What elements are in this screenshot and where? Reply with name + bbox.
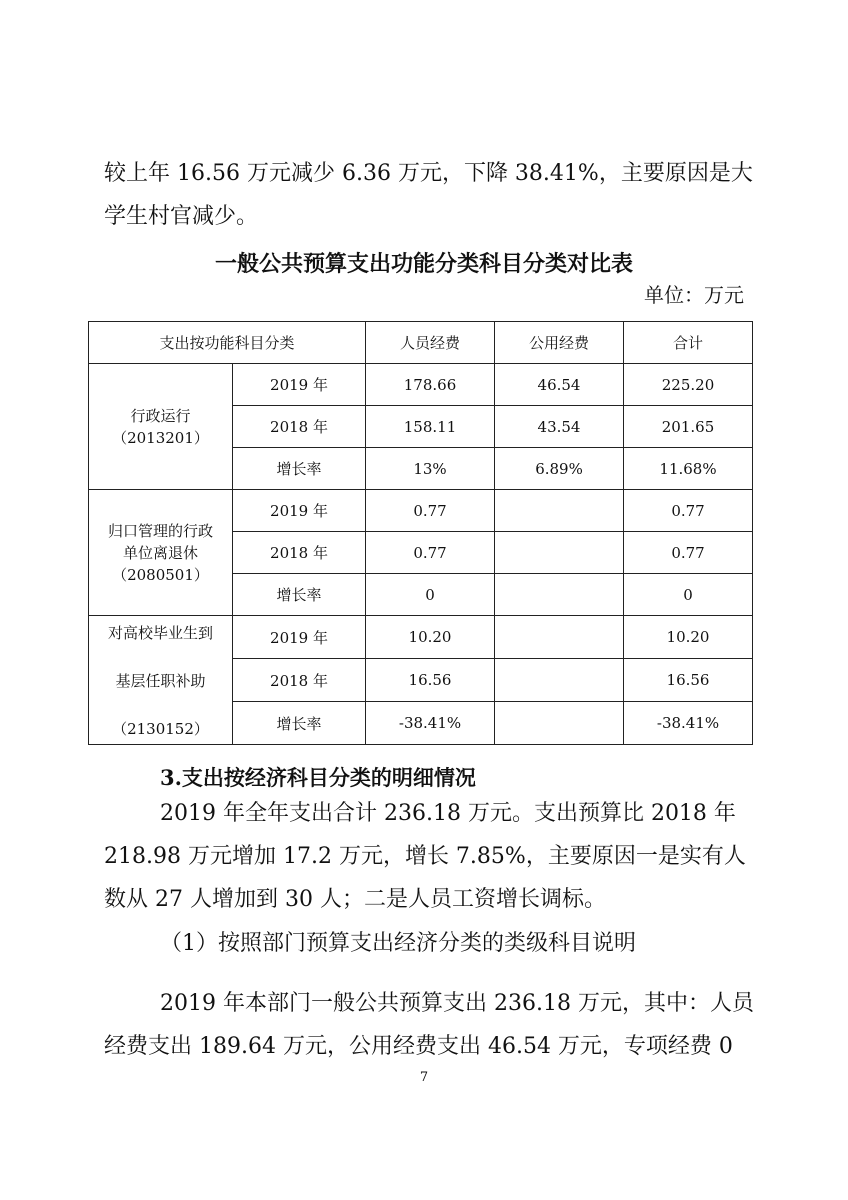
personnel-cell: -38.41%: [366, 702, 495, 745]
category-name-line-2: 单位离退休: [122, 543, 198, 562]
table-header-row: [89, 322, 753, 364]
header-category: 支出按功能科目分类: [89, 322, 366, 364]
paragraph-line-5: 经费支出 189.64 万元，公用经费支出 46.54 万元，专项经费 0: [104, 1034, 733, 1059]
personnel-cell: 178.66: [366, 364, 495, 406]
intro-line-1: 较上年 16.56 万元减少 6.36 万元，下降 38.41%，主要原因是大: [104, 161, 753, 186]
public-cell: [495, 702, 624, 745]
public-cell: 46.54: [495, 364, 624, 406]
sub-heading: （1）按照部门预算支出经济分类的类级科目说明: [160, 931, 636, 956]
public-cell: 6.89%: [495, 448, 624, 490]
paragraph-line-3: 数从 27 人增加到 30 人；二是人员工资增长调标。: [104, 887, 606, 912]
category-name: 行政运行: [130, 406, 191, 425]
category-cell: [89, 364, 233, 490]
personnel-cell: 10.20: [366, 616, 495, 659]
year-cell: 2018 年: [233, 406, 366, 448]
total-cell: 16.56: [624, 659, 753, 702]
header-personnel: 人员经费: [366, 322, 495, 364]
personnel-cell: 0: [366, 574, 495, 616]
personnel-cell: 0.77: [366, 490, 495, 532]
total-cell: 225.20: [624, 364, 753, 406]
public-cell: [495, 532, 624, 574]
personnel-cell: 16.56: [366, 659, 495, 702]
paragraph-line-4: 2019 年本部门一般公共预算支出 236.18 万元，其中：人员: [160, 991, 754, 1016]
budget-comparison-table: [88, 321, 753, 745]
year-cell: 2018 年: [233, 532, 366, 574]
public-cell: [495, 659, 624, 702]
table-title: 一般公共预算支出功能分类科目分类对比表: [214, 252, 633, 277]
total-cell: 10.20: [624, 616, 753, 659]
category-name: 归口管理的行政: [107, 521, 213, 540]
public-cell: [495, 574, 624, 616]
year-cell: 2019 年: [233, 616, 366, 659]
header-public: 公用经费: [495, 322, 624, 364]
year-cell: 增长率: [233, 448, 366, 490]
intro-line-2: 学生村官减少。: [104, 204, 259, 229]
category-name: 对高校毕业生到: [107, 624, 213, 642]
personnel-cell: 0.77: [366, 532, 495, 574]
paragraph-line-2: 218.98 万元增加 17.2 万元，增长 7.85%，主要原因一是实有人: [104, 844, 746, 869]
category-cell: [89, 616, 233, 745]
category-code: （2080501）: [112, 565, 209, 584]
total-cell: -38.41%: [624, 702, 753, 745]
total-cell: 0.77: [624, 490, 753, 532]
total-cell: 0: [624, 574, 753, 616]
personnel-cell: 158.11: [366, 406, 495, 448]
year-cell: 2019 年: [233, 490, 366, 532]
year-cell: 增长率: [233, 702, 366, 745]
total-cell: 11.68%: [624, 448, 753, 490]
unit-label: 单位：万元: [644, 283, 744, 307]
year-cell: 2019 年: [233, 364, 366, 406]
category-code: （2013201）: [112, 428, 209, 447]
section-heading: 3.支出按经济科目分类的明细情况: [160, 765, 476, 790]
header-total: 合计: [624, 322, 753, 364]
personnel-cell: 13%: [366, 448, 495, 490]
public-cell: 43.54: [495, 406, 624, 448]
public-cell: [495, 490, 624, 532]
total-cell: 0.77: [624, 532, 753, 574]
page-number: 7: [419, 1070, 429, 1085]
year-cell: 增长率: [233, 574, 366, 616]
table-row: [89, 364, 753, 406]
table-row: [89, 616, 753, 659]
category-cell: [89, 490, 233, 616]
total-cell: 201.65: [624, 406, 753, 448]
table-row: [89, 490, 753, 532]
category-code: （2130152）: [112, 720, 209, 738]
paragraph-line-1: 2019 年全年支出合计 236.18 万元。支出预算比 2018 年: [160, 801, 736, 826]
category-name-line-2: 基层任职补助: [115, 672, 206, 690]
public-cell: [495, 616, 624, 659]
year-cell: 2018 年: [233, 659, 366, 702]
